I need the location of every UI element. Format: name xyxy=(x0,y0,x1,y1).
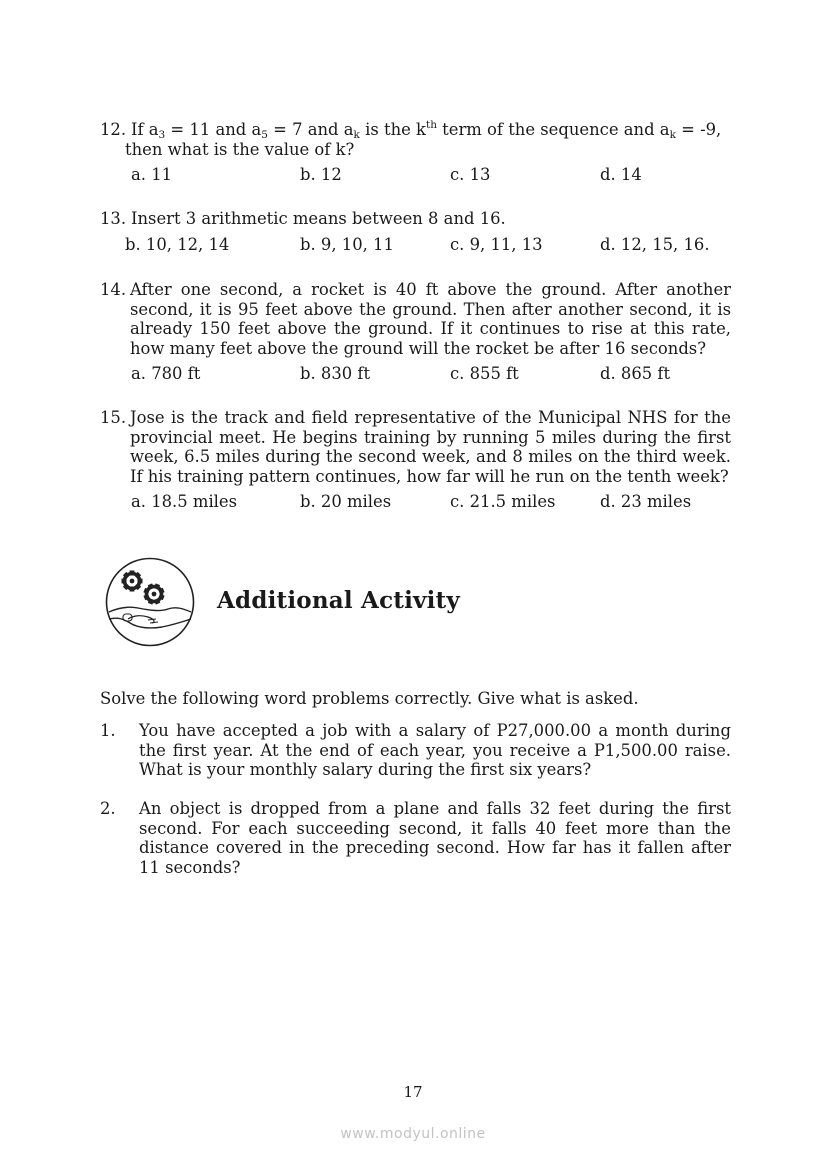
options-12 xyxy=(100,165,731,187)
question-number: 13. xyxy=(100,209,127,228)
option-b: b. 9, 10, 11 xyxy=(300,235,394,254)
option-c: c. 855 ft xyxy=(450,364,519,383)
question-number: 15. xyxy=(100,408,127,427)
problem-text: An object is dropped from a plane and falls 32 feet during the first second. For each succeeding second, it falls 40 feet more than the distance covered in the preceding second. How far has it fallen after 11 seconds? xyxy=(139,799,731,877)
problem-number: 1. xyxy=(100,721,116,740)
option-b: b. 12 xyxy=(300,165,342,184)
option-d: d. 865 ft xyxy=(600,364,671,383)
question-text: After one second, a rocket is 40 ft above the ground. After another second, it is 95 feet above the ground. Then after another second, it is already 150 feet above the ground. If it continues to rise at this rate, how many feet above the ground will the rocket be after 16 seconds? xyxy=(130,280,731,358)
option-d: d. 14 xyxy=(600,165,642,184)
options-13 xyxy=(100,235,731,257)
option-c: c. 9, 11, 13 xyxy=(450,235,543,254)
problem-number: 2. xyxy=(100,799,116,818)
question-text: Jose is the track and field representative of the Municipal NHS for the provincial meet. He begins training by running 5 miles during the first week, 6.5 miles during the second week, and 8 miles on the third week. If his training pattern continues, how far will he run on the tenth week? xyxy=(130,408,731,486)
question-14 xyxy=(100,280,731,358)
question-number: 12. xyxy=(100,120,127,139)
question-number: 14. xyxy=(100,280,127,299)
option-a: a. 11 xyxy=(131,165,173,184)
question-12 xyxy=(100,120,731,159)
question-13 xyxy=(100,209,731,229)
option-a: b. 10, 12, 14 xyxy=(125,235,230,254)
page-number: 17 xyxy=(403,1083,423,1101)
option-a: a. 780 ft xyxy=(131,364,201,383)
problem-2 xyxy=(100,799,731,877)
option-a: a. 18.5 miles xyxy=(131,492,238,511)
gears-on-hand-icon xyxy=(104,557,196,647)
problem-1 xyxy=(100,721,731,780)
question-15 xyxy=(100,408,731,486)
section-title: Additional Activity xyxy=(217,587,460,614)
option-d: d. 12, 15, 16. xyxy=(600,235,710,254)
option-d: d. 23 miles xyxy=(600,492,692,511)
watermark: www.modyul.online xyxy=(340,1126,486,1142)
option-b: b. 20 miles xyxy=(300,492,392,511)
option-b: b. 830 ft xyxy=(300,364,371,383)
options-14 xyxy=(100,364,731,386)
question-text: If $a_3 = 11$ and $a_5 = 7$ and $a_k$ is the $k^{th}$ term of the sequence and $a_k = -9$, then what is the value of k? xyxy=(125,119,722,159)
option-c: c. 21.5 miles xyxy=(450,492,556,511)
instructions: Solve the following word problems correctly. Give what is asked. xyxy=(100,689,639,708)
question-text: Insert 3 arithmetic means between 8 and 16. xyxy=(131,209,506,228)
problem-text: You have accepted a job with a salary of P27,000.00 a month during the first year. At the end of each year, you receive a P1,500.00 raise. What is your monthly salary during the first six years? xyxy=(139,721,731,780)
options-15 xyxy=(100,492,731,514)
option-c: c. 13 xyxy=(450,165,491,184)
